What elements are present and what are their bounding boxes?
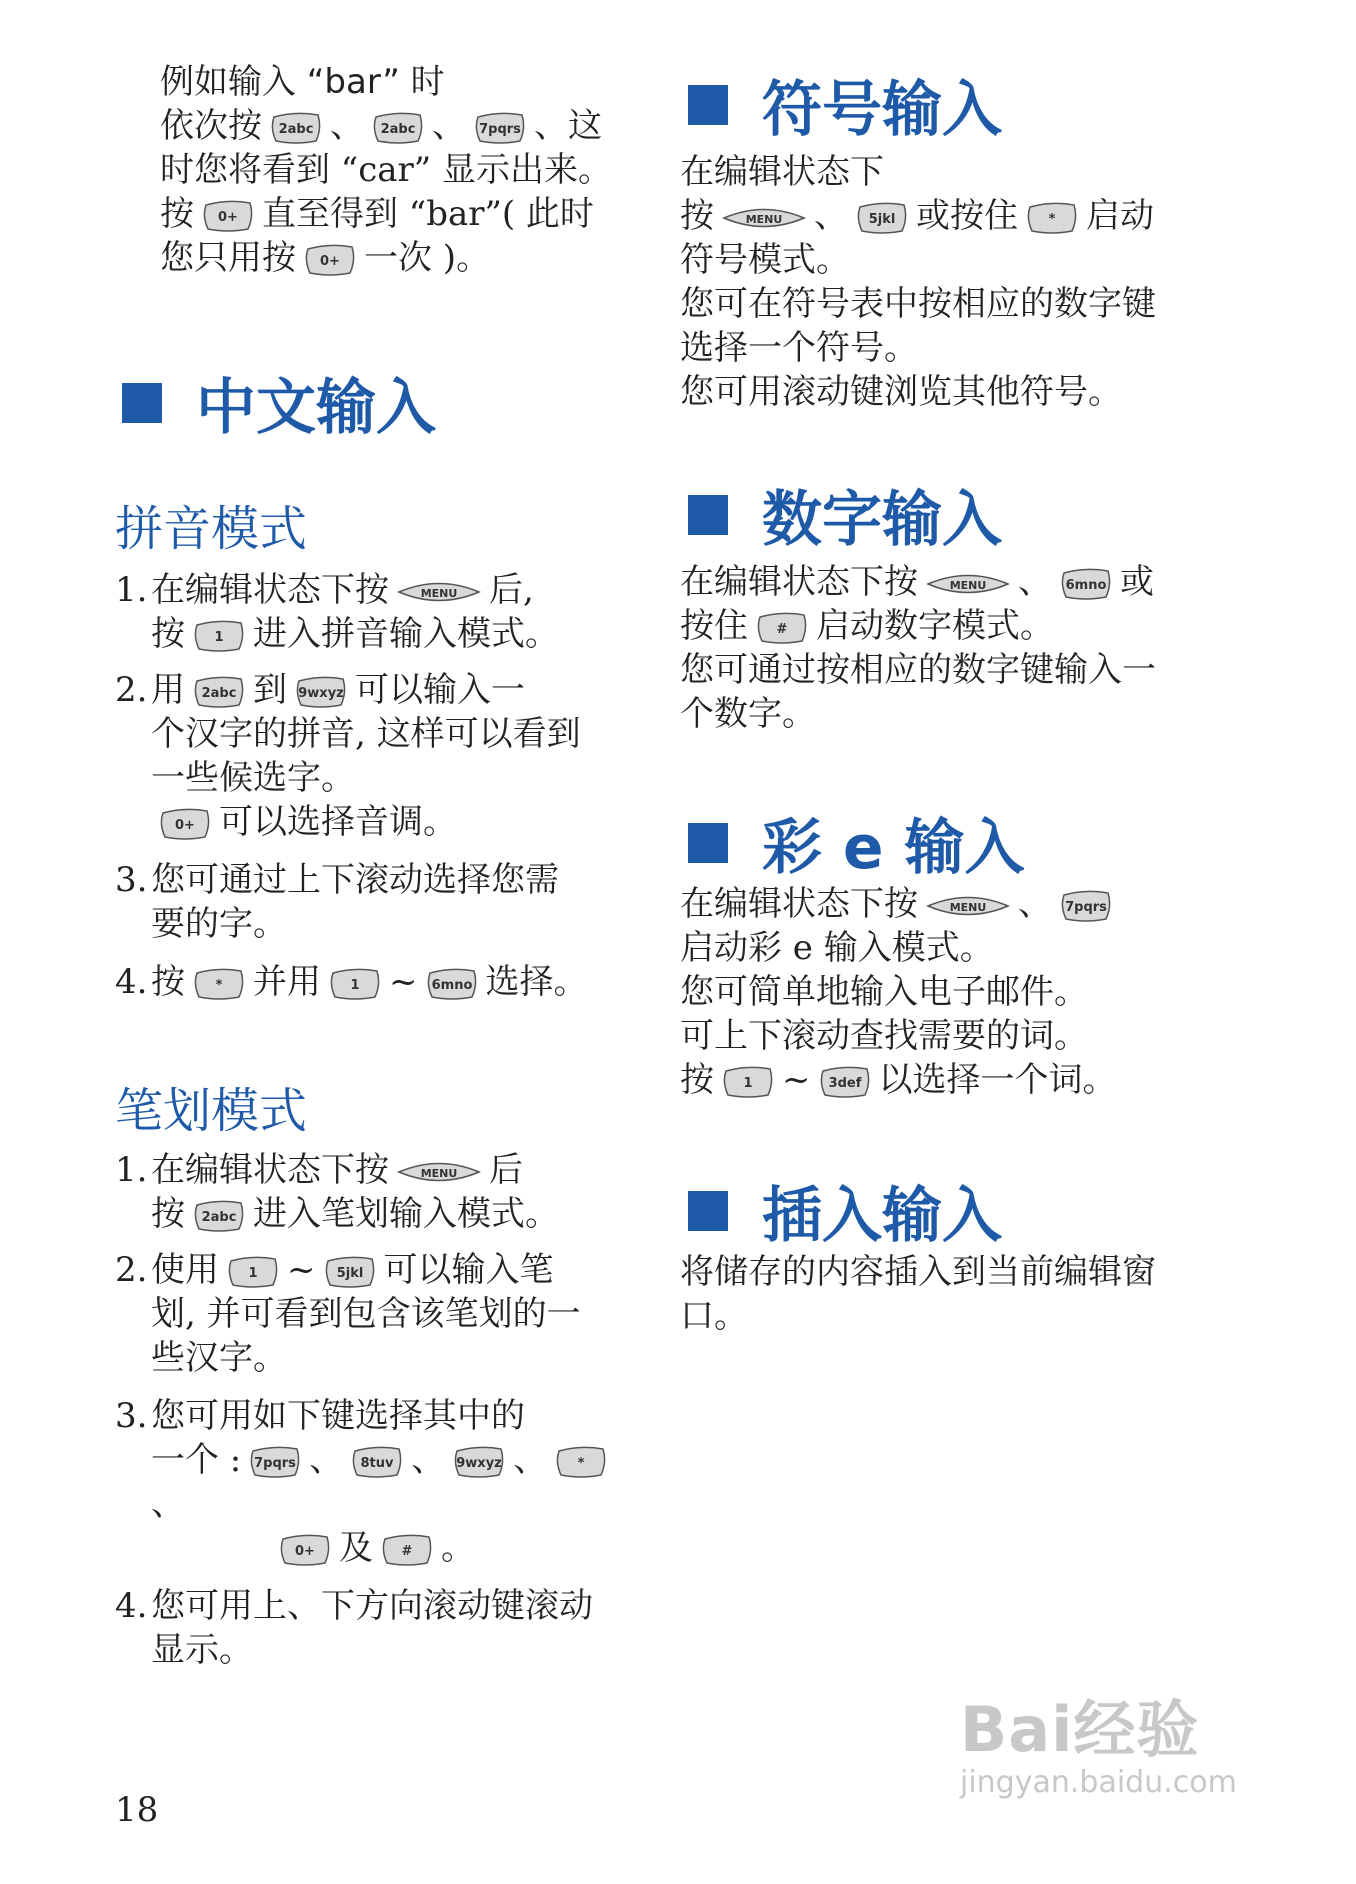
svg-text:1: 1 — [743, 1076, 753, 1091]
svg-text:5jkl: 5jkl — [336, 1266, 363, 1281]
key-7pqrs-icon — [1060, 889, 1112, 923]
svg-text:3def: 3def — [828, 1076, 861, 1091]
svg-text:*: * — [215, 978, 223, 993]
watermark-url: jingyan.baidu.com — [960, 1765, 1237, 1800]
svg-text:MENU: MENU — [949, 579, 987, 592]
watermark — [960, 1680, 1237, 1800]
svg-text:2abc: 2abc — [201, 1210, 237, 1225]
key-0-icon — [159, 807, 211, 841]
pinyin-heading: 拼音模式 — [115, 501, 308, 557]
svg-text:MENU: MENU — [420, 1167, 458, 1180]
pinyin-item-2: 2. 用 2abc 到 9wxyz 可以输入一 个汉字的拼音, 这样可以看到 一些候选字。 0+ 可以选择音调。 — [115, 670, 581, 842]
key-2abc-icon — [372, 111, 424, 145]
symbol-line-5: 选择一个符号。 — [680, 328, 918, 368]
key-5jkl-icon — [324, 1255, 376, 1289]
key-8tuv-icon — [351, 1445, 403, 1479]
intro-line-3: 时您将看到 “car” 显示出来。 — [160, 150, 612, 190]
page-number: 18 — [115, 1790, 159, 1830]
ecolor-input-heading: 彩 e 输入 — [688, 800, 1024, 886]
ecolor-line-3: 您可简单地输入电子邮件。 — [680, 972, 1088, 1012]
key-9wxyz-icon — [453, 1445, 505, 1479]
key-hash-icon — [381, 1533, 433, 1567]
svg-text:5jkl: 5jkl — [868, 212, 896, 227]
key-1-icon — [227, 1255, 279, 1289]
intro-line-1: 例如输入 “bar” 时 — [160, 62, 445, 102]
insert-input-heading: 插入输入 — [688, 1168, 1002, 1254]
heading-square-icon — [688, 495, 728, 535]
chinese-input-heading: 中文输入 — [122, 360, 436, 446]
ecolor-line-1: 在编辑状态下按 MENU 、 7pqrs — [680, 882, 1240, 926]
ecolor-block — [680, 882, 1240, 1102]
svg-text:0+: 0+ — [175, 818, 195, 833]
key-3def-icon — [819, 1065, 871, 1099]
key-menu-icon — [397, 1159, 481, 1185]
key-0-icon — [279, 1533, 331, 1567]
key-7pqrs-icon — [249, 1445, 301, 1479]
insert-block — [680, 1250, 1240, 1338]
intro-line-2: 依次按 2abc 、 2abc 、 7pqrs 、这 — [160, 106, 602, 146]
key-1-icon — [722, 1065, 774, 1099]
heading-square-icon — [688, 823, 728, 863]
symbol-input-heading: 符号输入 — [688, 62, 1002, 148]
svg-text:#: # — [776, 622, 788, 637]
symbol-line-3: 符号模式。 — [680, 240, 850, 280]
number-input-heading: 数字输入 — [688, 472, 1002, 558]
stroke-item-3: 3. 您可用如下键选择其中的 一个 : 7pqrs 、 8tuv 、 9wxyz 、 * 、 0+ 及 # 。 — [115, 1394, 635, 1570]
svg-text:0+: 0+ — [295, 1544, 315, 1559]
key-6mno-icon — [1060, 567, 1112, 601]
ecolor-line-5: 按 1 ~ 3def 以选择一个词。 — [680, 1060, 1117, 1100]
svg-text:*: * — [1048, 212, 1056, 227]
insert-line-1: 将储存的内容插入到当前编辑窗 — [680, 1252, 1156, 1292]
key-2abc-icon — [270, 111, 322, 145]
svg-text:7pqrs: 7pqrs — [1065, 900, 1107, 915]
svg-text:7pqrs: 7pqrs — [254, 1456, 297, 1471]
key-star-icon — [1026, 201, 1078, 235]
insert-line-2: 口。 — [680, 1296, 748, 1336]
stroke-item-1: 1. 在编辑状态下按 MENU 后 按 2abc 进入笔划输入模式。 — [115, 1150, 559, 1234]
heading-square-icon — [688, 1191, 728, 1231]
svg-text:2abc: 2abc — [380, 122, 416, 137]
svg-text:9wxyz: 9wxyz — [298, 686, 344, 701]
watermark-brand: Bai经验 — [960, 1693, 1200, 1766]
symbol-line-4: 您可在符号表中按相应的数字键 — [680, 284, 1156, 324]
heading-square-icon — [688, 85, 728, 125]
symbol-line-2: 按 MENU 、 5jkl 或按住 * 启动 — [680, 196, 1154, 236]
key-hash-icon — [756, 611, 808, 645]
key-0-icon — [202, 199, 254, 233]
key-menu-icon — [722, 205, 806, 231]
svg-text:*: * — [577, 1456, 585, 1471]
svg-text:MENU: MENU — [420, 587, 458, 600]
key-0-icon — [304, 243, 356, 277]
number-line-4: 个数字。 — [680, 694, 816, 734]
svg-text:6mno: 6mno — [1065, 578, 1107, 593]
svg-text:9wxyz: 9wxyz — [456, 1456, 503, 1471]
svg-text:8tuv: 8tuv — [360, 1456, 394, 1471]
key-menu-icon — [926, 893, 1010, 919]
intro-line-4: 按 0+ 直至得到 “bar”( 此时 — [160, 194, 594, 234]
pinyin-item-4: 4. 按 * 并用 1 ~ 6mno 选择。 — [115, 962, 588, 1002]
key-1-icon — [329, 967, 381, 1001]
key-5jkl-icon — [856, 201, 908, 235]
pinyin-item-3: 3. 您可通过上下滚动选择您需 要的字。 — [115, 860, 559, 944]
key-star-icon — [193, 967, 245, 1001]
svg-text:0+: 0+ — [320, 254, 340, 269]
symbol-line-1: 在编辑状态下 — [680, 152, 884, 192]
number-line-3: 您可通过按相应的数字键输入一 — [680, 650, 1156, 690]
key-2abc-icon — [193, 1199, 245, 1233]
heading-square-icon — [122, 383, 162, 423]
svg-text:1: 1 — [214, 630, 224, 645]
svg-text:1: 1 — [248, 1266, 258, 1281]
svg-text:6mno: 6mno — [431, 978, 472, 993]
number-line-2: 按住 # 启动数字模式。 — [680, 606, 1054, 646]
svg-text:#: # — [401, 1544, 413, 1559]
stroke-item-4: 4. 您可用上、下方向滚动键滚动 显示。 — [115, 1586, 593, 1670]
svg-text:7pqrs: 7pqrs — [479, 122, 521, 137]
intro-block — [160, 60, 640, 280]
key-menu-icon — [397, 579, 481, 605]
key-1-icon — [193, 619, 245, 653]
key-7pqrs-icon — [474, 111, 526, 145]
number-line-1: 在编辑状态下按 MENU 、 6mno 或 — [680, 562, 1154, 602]
ecolor-line-4: 可上下滚动查找需要的词。 — [680, 1016, 1088, 1056]
stroke-heading: 笔划模式 — [115, 1083, 308, 1139]
key-menu-icon — [926, 571, 1010, 597]
symbol-block — [680, 150, 1240, 414]
stroke-list — [115, 1148, 635, 1672]
ecolor-line-2: 启动彩 e 输入模式。 — [680, 928, 994, 968]
stroke-item-2: 2. 使用 1 ~ 5jkl 可以输入笔 划, 并可看到包含该笔划的一 些汉字。 — [115, 1250, 581, 1378]
svg-text:0+: 0+ — [218, 210, 238, 225]
pinyin-list — [115, 568, 635, 1004]
key-2abc-icon — [193, 675, 245, 709]
svg-text:2abc: 2abc — [278, 122, 314, 137]
intro-line-5: 您只用按 0+ 一次 )。 — [160, 238, 491, 278]
svg-text:MENU: MENU — [949, 901, 987, 914]
key-6mno-icon — [426, 967, 478, 1001]
key-9wxyz-icon — [295, 675, 347, 709]
svg-text:MENU: MENU — [745, 213, 783, 226]
key-star-icon — [555, 1445, 607, 1479]
svg-text:2abc: 2abc — [201, 686, 237, 701]
symbol-line-6: 您可用滚动键浏览其他符号。 — [680, 372, 1122, 412]
pinyin-item-1: 1. 在编辑状态下按 MENU 后, 按 1 进入拼音输入模式。 — [115, 570, 559, 654]
svg-text:1: 1 — [350, 978, 360, 993]
number-block — [680, 560, 1240, 736]
